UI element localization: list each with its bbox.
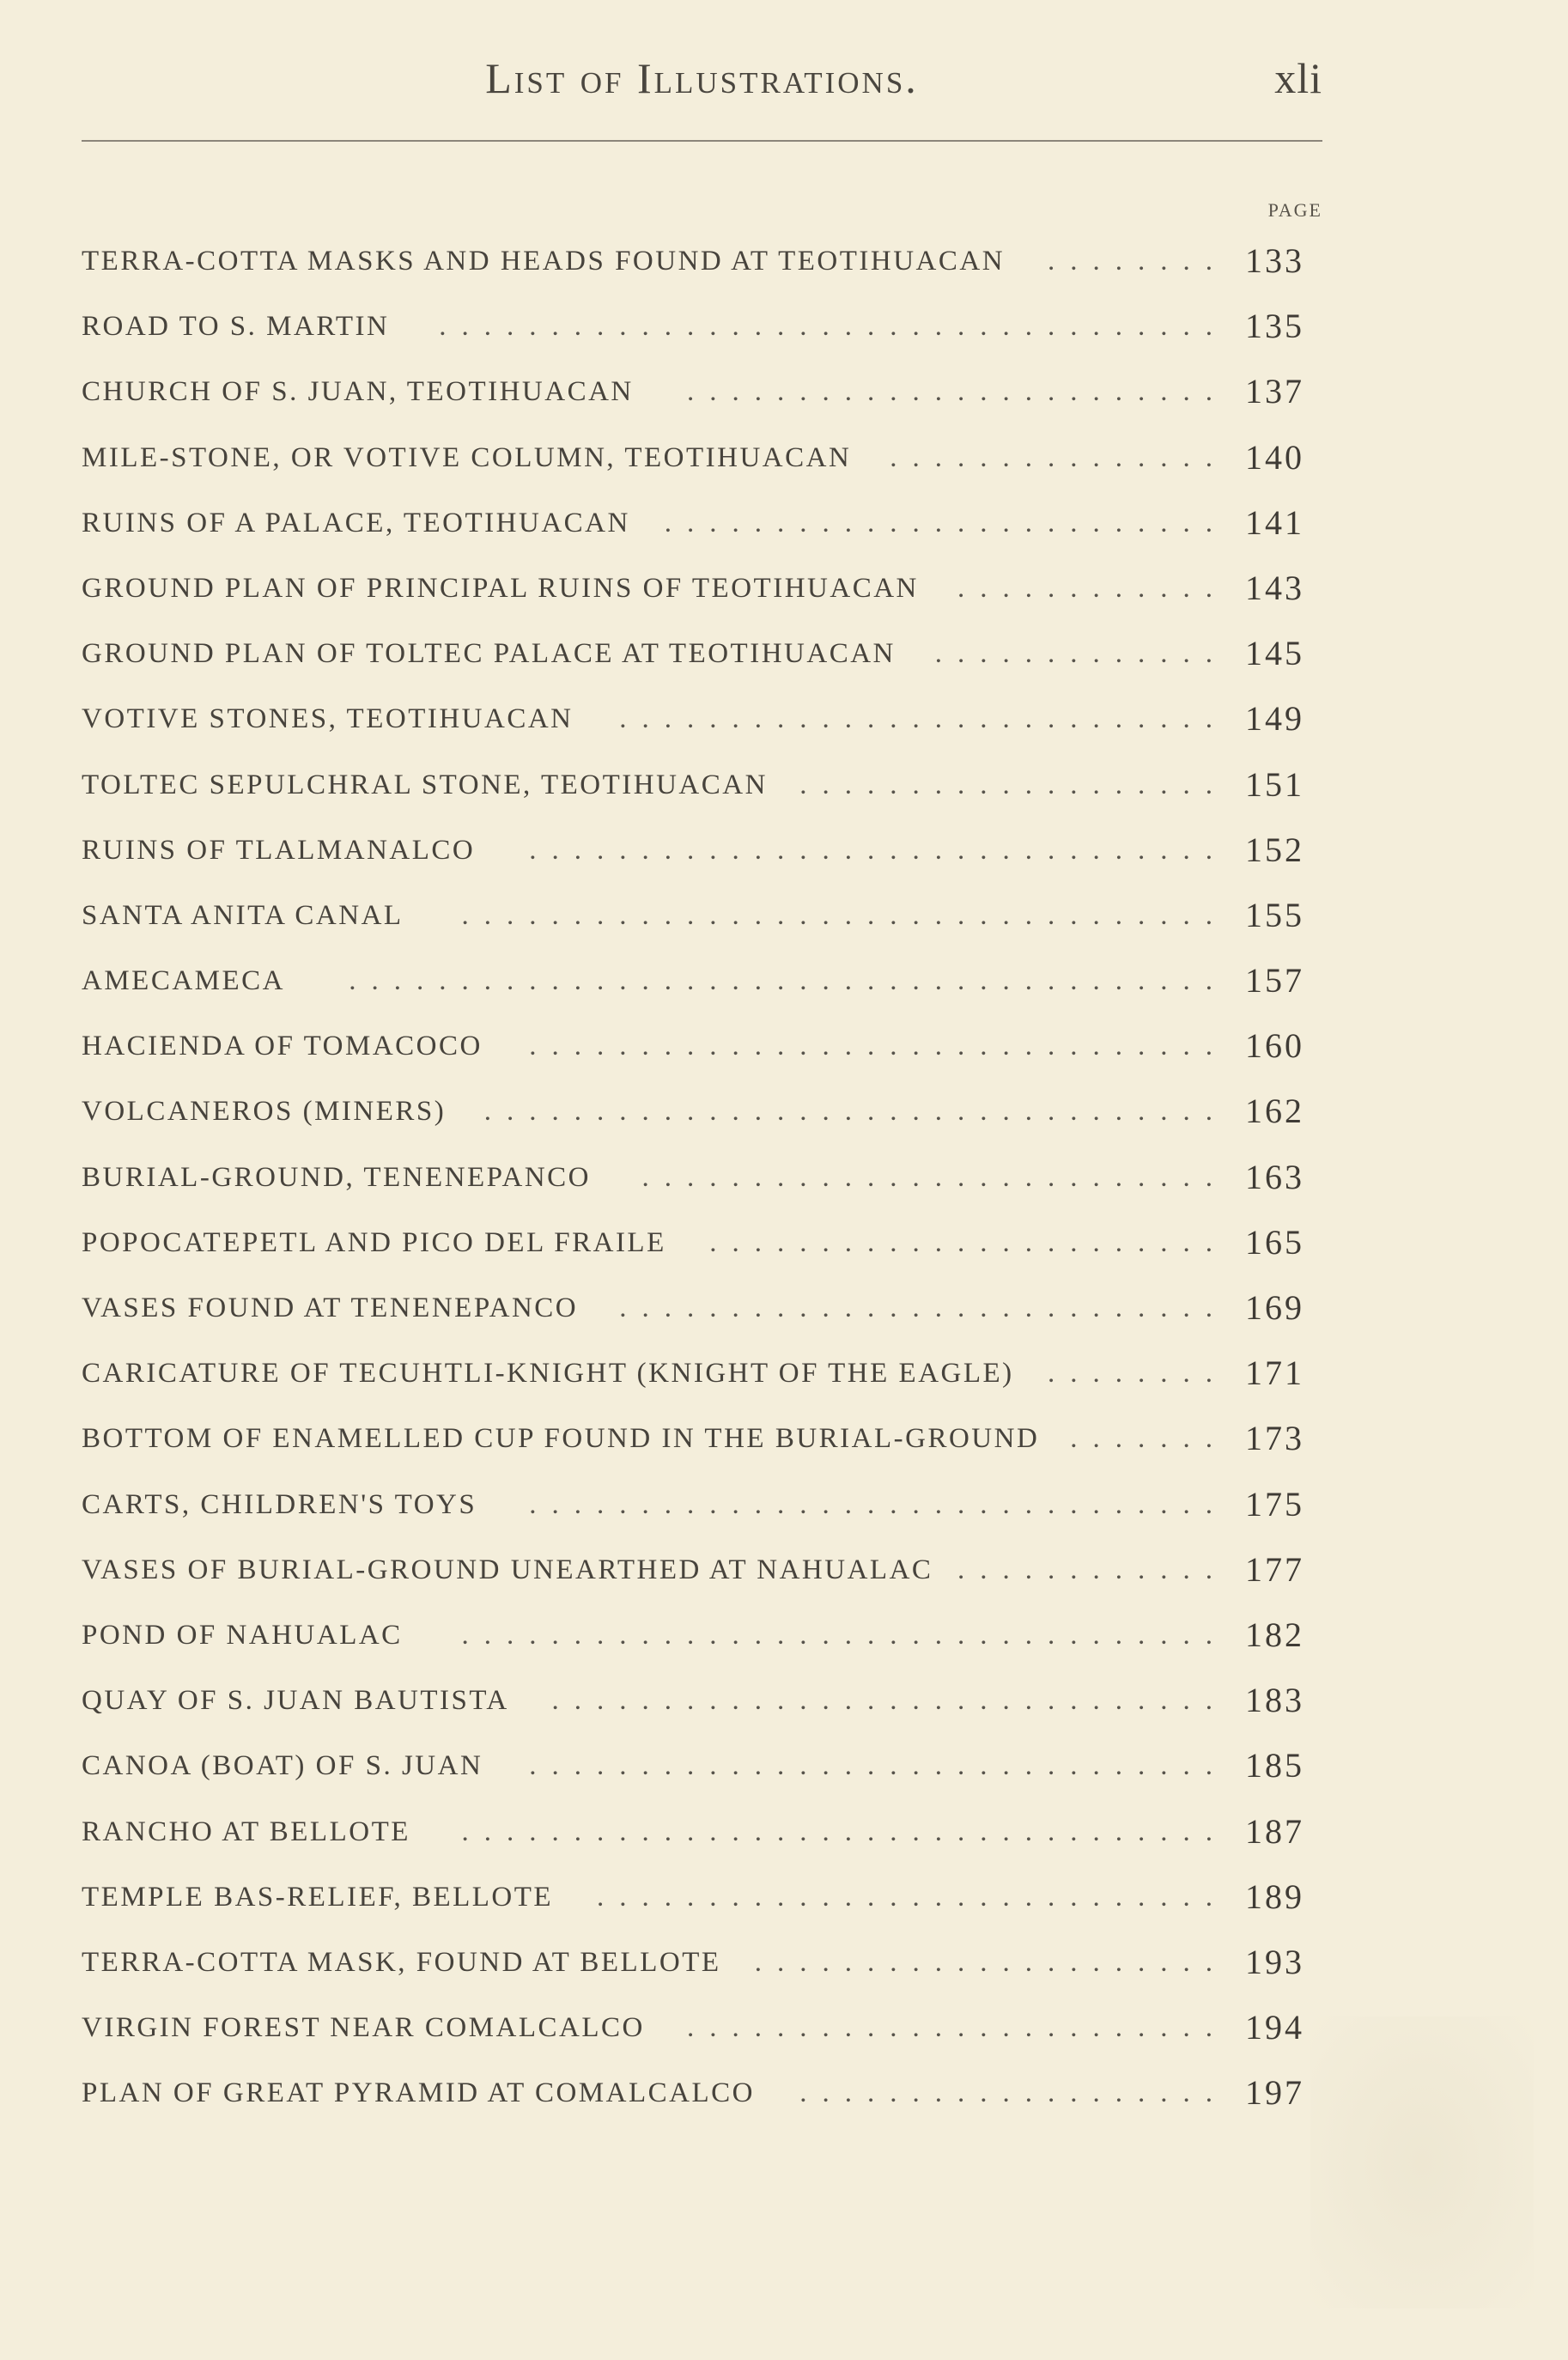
dot-leader: ...............................	[529, 1031, 1228, 1062]
illustration-title: VOLCANEROS (MINERS)	[82, 1096, 447, 1128]
list-item	[82, 496, 1322, 561]
illustration-page-number: 151	[1245, 764, 1304, 804]
illustration-title: SANTA ANITA CANAL	[82, 899, 404, 931]
illustration-title: CARICATURE OF TECUHTLI-KNIGHT (KNIGHT OF THE EAGLE)	[82, 1358, 1014, 1390]
dot-leader: ...................................	[439, 311, 1228, 343]
illustration-title: TOLTEC SEPULCHRAL STONE, TEOTIHUACAN	[82, 769, 768, 800]
dot-leader: .............	[934, 638, 1228, 670]
illustration-page-number: 177	[1245, 1549, 1304, 1589]
list-item	[82, 1280, 1322, 1346]
illustration-page-number: 173	[1245, 1419, 1304, 1458]
illustration-page-number: 135	[1245, 307, 1304, 346]
illustration-title: TERRA-COTTA MASK, FOUND AT BELLOTE	[82, 1946, 721, 1978]
illustration-page-number: 149	[1245, 699, 1304, 739]
dot-leader: ........................	[687, 376, 1228, 408]
running-header	[82, 53, 1322, 113]
illustration-title: VASES OF BURIAL-GROUND UNEARTHED AT NAHUALAC	[82, 1554, 933, 1585]
illustration-page-number: 143	[1245, 568, 1304, 607]
list-item	[82, 430, 1322, 496]
illustration-title: GROUND PLAN OF PRINCIPAL RUINS OF TEOTIHUACAN	[82, 572, 919, 604]
illustration-page-number: 160	[1245, 1026, 1304, 1066]
dot-leader: ..............................	[551, 1685, 1228, 1717]
list-item	[82, 1870, 1322, 1935]
page-column-heading: PAGE	[1267, 199, 1322, 221]
list-item	[82, 1150, 1322, 1215]
illustration-title: CARTS, CHILDREN'S TOYS	[82, 1488, 477, 1520]
illustration-page-number: 162	[1245, 1092, 1304, 1131]
illustration-page-number: 183	[1245, 1681, 1304, 1720]
list-item	[82, 691, 1322, 757]
illustration-title: RUINS OF A PALACE, TEOTIHUACAN	[82, 507, 630, 538]
list-item	[82, 888, 1322, 953]
illustration-page-number: 140	[1245, 437, 1304, 477]
dot-leader: ........	[1048, 1358, 1228, 1390]
paper-stain	[1310, 2016, 1534, 2308]
list-item	[82, 1477, 1322, 1542]
illustration-title: TEMPLE BAS-RELIEF, BELLOTE	[82, 1881, 554, 1913]
illustration-title: BOTTOM OF ENAMELLED CUP FOUND IN THE BURIAL-GROUND	[82, 1423, 1040, 1455]
illustration-page-number: 141	[1245, 502, 1304, 542]
illustration-title: AMECAMECA	[82, 965, 286, 997]
illustration-page-number: 145	[1245, 634, 1304, 673]
dot-leader: ...............................	[529, 834, 1228, 866]
dot-leader: ...............	[890, 441, 1228, 473]
illustration-page-number: 187	[1245, 1811, 1304, 1851]
illustration-page-number: 189	[1245, 1876, 1304, 1916]
list-item	[82, 1215, 1322, 1280]
list-item	[82, 1411, 1322, 1476]
dot-leader: ............	[957, 572, 1228, 604]
illustration-page-number: 182	[1245, 1615, 1304, 1654]
illustration-title: MILE-STONE, OR VOTIVE COLUMN, TEOTIHUACAN	[82, 441, 852, 473]
illustration-page-number: 175	[1245, 1484, 1304, 1524]
illustration-title: POND OF NAHUALAC	[82, 1619, 403, 1651]
page-title: List of Illustrations.	[485, 54, 919, 102]
page-number: xli	[1274, 54, 1322, 102]
list-item	[82, 364, 1322, 429]
list-item	[82, 1019, 1322, 1084]
illustration-list	[82, 234, 1322, 2131]
list-item	[82, 561, 1322, 626]
illustration-title: CHURCH OF S. JUAN, TEOTIHUACAN	[82, 376, 634, 408]
illustration-title: POPOCATEPETL AND PICO DEL FRAILE	[82, 1226, 666, 1258]
illustration-title: VIRGIN FOREST NEAR COMALCALCO	[82, 2012, 645, 2044]
list-item	[82, 1084, 1322, 1149]
illustration-page-number: 165	[1245, 1222, 1304, 1262]
list-item	[82, 2065, 1322, 2131]
header-rule	[82, 140, 1322, 142]
illustration-page-number: 193	[1245, 1942, 1304, 1981]
list-item	[82, 1935, 1322, 2000]
illustration-page-number: 185	[1245, 1746, 1304, 1785]
illustration-title: RANCHO AT BELLOTE	[82, 1816, 410, 1847]
dot-leader: .......................................	[349, 965, 1228, 997]
illustration-page-number: 194	[1245, 2008, 1304, 2047]
dot-leader: .....................	[754, 1946, 1228, 1978]
list-item	[82, 1346, 1322, 1411]
list-item	[82, 1608, 1322, 1673]
dot-leader: ........	[1048, 246, 1228, 277]
illustration-title: QUAY OF S. JUAN BAUTISTA	[82, 1685, 509, 1717]
dot-leader: ........................	[687, 2012, 1228, 2044]
list-item	[82, 234, 1322, 299]
list-item	[82, 299, 1322, 364]
dot-leader: .......	[1070, 1423, 1228, 1455]
illustration-page-number: 157	[1245, 961, 1304, 1001]
list-item	[82, 626, 1322, 691]
list-item	[82, 1542, 1322, 1608]
dot-leader: ..................................	[461, 899, 1228, 931]
dot-leader: .......................	[709, 1226, 1228, 1258]
illustration-page-number: 133	[1245, 241, 1304, 280]
list-item	[82, 1738, 1322, 1803]
list-item	[82, 1673, 1322, 1738]
dot-leader: ..................................	[461, 1816, 1228, 1847]
list-item	[82, 823, 1322, 888]
illustration-page-number: 197	[1245, 2073, 1304, 2113]
dot-leader: ...............................	[529, 1488, 1228, 1520]
dot-leader: ............	[957, 1554, 1228, 1585]
illustration-page-number: 137	[1245, 372, 1304, 411]
illustration-page-number: 152	[1245, 830, 1304, 869]
illustration-title: ROAD TO S. MARTIN	[82, 311, 390, 343]
dot-leader: .................................	[483, 1096, 1228, 1128]
illustration-title: HACIENDA OF TOMACOCO	[82, 1031, 483, 1062]
dot-leader: ...................	[799, 769, 1228, 800]
dot-leader: ...............................	[529, 1750, 1228, 1782]
illustration-title: CANOA (BOAT) OF S. JUAN	[82, 1750, 483, 1782]
dot-leader: ...........................	[619, 703, 1228, 735]
illustration-title: VASES FOUND AT TENENEPANCO	[82, 1293, 579, 1323]
dot-leader: ...........................	[619, 1293, 1228, 1323]
list-item	[82, 2000, 1322, 2065]
list-item	[82, 757, 1322, 823]
illustration-page-number: 171	[1245, 1353, 1304, 1393]
list-item	[82, 1804, 1322, 1870]
dot-leader: ...................	[799, 2077, 1228, 2109]
illustration-title: RUINS OF TLALMANALCO	[82, 834, 476, 866]
dot-leader: ..................................	[461, 1619, 1228, 1651]
illustration-page-number: 163	[1245, 1157, 1304, 1196]
dot-leader: ............................	[597, 1881, 1228, 1913]
illustration-title: TERRA-COTTA MASKS AND HEADS FOUND AT TEOTIHUACAN	[82, 246, 1006, 277]
illustration-title: VOTIVE STONES, TEOTIHUACAN	[82, 703, 574, 735]
illustration-page-number: 169	[1245, 1288, 1304, 1327]
dot-leader: .........................	[664, 507, 1228, 538]
illustration-title: PLAN OF GREAT PYRAMID AT COMALCALCO	[82, 2077, 755, 2109]
list-item	[82, 953, 1322, 1019]
illustration-page-number: 155	[1245, 895, 1304, 934]
illustration-title: BURIAL-GROUND, TENENEPANCO	[82, 1161, 592, 1193]
illustration-title: GROUND PLAN OF TOLTEC PALACE AT TEOTIHUACAN	[82, 638, 896, 670]
dot-leader: ..........................	[641, 1161, 1228, 1193]
